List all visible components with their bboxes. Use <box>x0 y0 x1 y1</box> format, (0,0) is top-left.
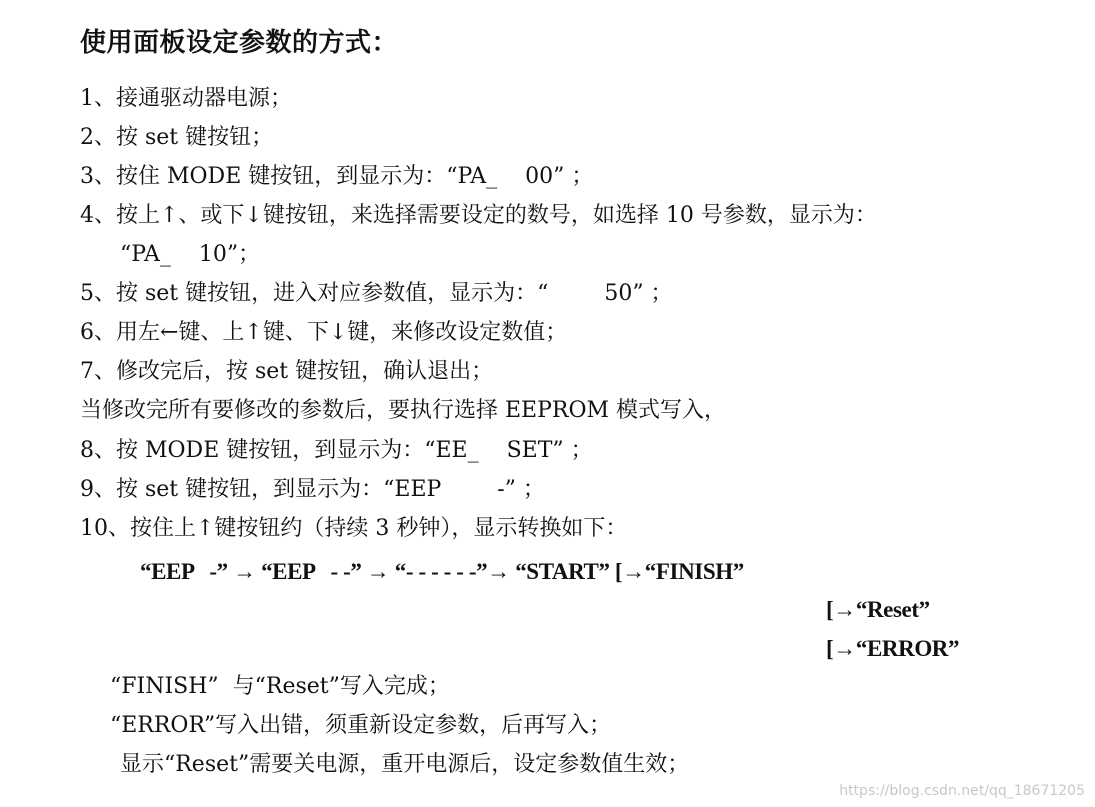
sequence-branch-reset: [→“Reset” <box>826 597 930 622</box>
document-title: 使用面板设定参数的方式： <box>80 28 399 58</box>
note-error: “ERROR”写入出错，须重新设定参数，后再写入； <box>110 713 612 738</box>
step-7: 7、修改完后，按 set 键按钮，确认退出； <box>80 359 494 384</box>
note-finish-reset: “FINISH” 与“Reset”写入完成； <box>110 674 450 699</box>
watermark: https://blog.csdn.net/qq_18671205 <box>839 783 1085 799</box>
display-sequence: “EEP -” → “EEP - -” → “- - - - - -”→ “START” [→“FINISH” <box>140 559 744 584</box>
step-4-display: “PA_ 10”； <box>120 242 261 267</box>
step-5: 5、按 set 键按钮，进入对应参数值，显示为：“ 50” ； <box>80 281 673 306</box>
sequence-branch-error: [→“ERROR” <box>826 636 960 661</box>
step-4: 4、按上↑、或下↓键按钮，来选择需要设定的数号，如选择 10 号参数，显示为： <box>80 203 877 228</box>
step-1: 1、接通驱动器电源； <box>80 86 292 111</box>
step-2: 2、按 set 键按钮； <box>80 125 274 150</box>
step-9: 9、按 set 键按钮，到显示为：“EEP -” ； <box>80 477 545 502</box>
step-10: 10、按住上↑键按钮约（持续 3 秒钟），显示转换如下： <box>80 516 628 541</box>
eeprom-note: 当修改完所有要修改的参数后，要执行选择 EEPROM 模式写入， <box>80 398 727 423</box>
note-reset-power: 显示“Reset”需要关电源，重开电源后，设定参数值生效； <box>120 752 690 777</box>
step-3: 3、按住 MODE 键按钮，到显示为：“PA_ 00” ； <box>80 164 594 189</box>
step-6: 6、用左←键、上↑键、下↓键，来修改设定数值； <box>80 320 568 345</box>
step-8: 8、按 MODE 键按钮，到显示为：“EE_ SET” ； <box>80 438 593 463</box>
